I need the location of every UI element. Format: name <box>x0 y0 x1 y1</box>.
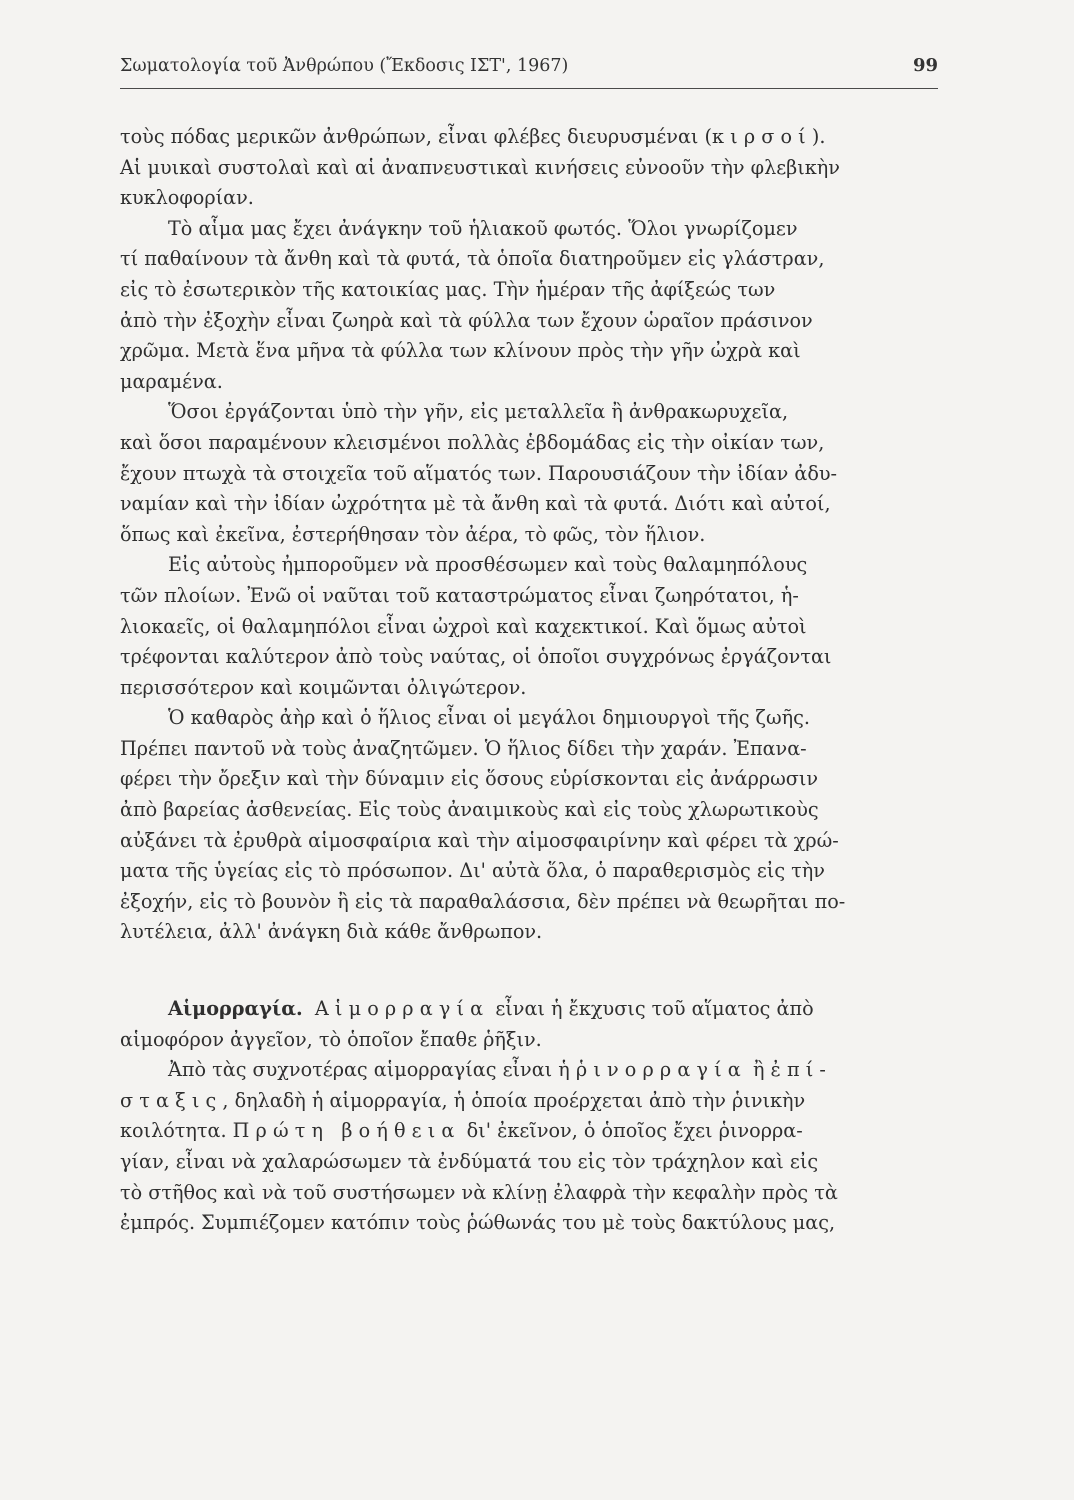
running-header <box>120 55 938 76</box>
spaced-term: σταξις <box>120 1088 223 1112</box>
text-line: χρῶμα. Μετὰ ἕνα μῆνα τὰ φύλλα των κλίνουν πρὸς τὴν γῆν ὠχρὰ καὶ <box>120 339 801 363</box>
text-line: τρέφονται καλύτερον ἀπὸ τοὺς ναύτας, οἱ ὁποῖοι συγχρόνως ἐργάζονται <box>120 645 832 669</box>
section-heading: Αἱμορραγία. <box>168 997 303 1021</box>
text-line: ἀπὸ τὴν ἐξοχὴν εἶναι ζωηρὰ καὶ τὰ φύλλα των ἔχουν ὡραῖον πράσινον <box>120 308 813 332</box>
text-line: τὸ στῆθος καὶ νὰ τοῦ συστήσωμεν νὰ κλίνῃ ἐλαφρὰ τὴν κεφαλὴν πρὸς τὰ <box>120 1180 838 1204</box>
running-title: Σωματολογία τοῦ Ἀνθρώπου (Ἔκδοσις ΙΣΤ', 1967) <box>120 56 569 76</box>
text-line: αὐξάνει τὰ ἐρυθρὰ αἱμοσφαίρια καὶ τὴν αἱμοσφαιρίνην καὶ φέρει τὰ χρώ- <box>120 828 839 852</box>
body-text <box>120 122 942 1239</box>
text-line: Εἰς αὐτοὺς ἠμποροῦμεν νὰ προσθέσωμεν καὶ τοὺς θαλαμηπόλους <box>168 553 808 577</box>
text-line: ἔχουν πτωχὰ τὰ στοιχεῖα τοῦ αἵματός των. Παρουσιάζουν τὴν ἰδίαν ἀδυ- <box>120 461 838 485</box>
text-line: ἐξοχήν, εἰς τὸ βουνὸν ἢ εἰς τὰ παραθαλάσσια, δὲν πρέπει νὰ θεωρῆται πο- <box>120 889 846 913</box>
text-line: τί παθαίνουν τὰ ἄνθη καὶ τὰ φυτά, τὰ ὁποῖα διατηροῦμεν εἰς γλάστραν, <box>120 247 825 271</box>
section-gap <box>120 948 942 994</box>
text-line: λυτέλεια, ἀλλ' ἀνάγκη διὰ κάθε ἄνθρωπον. <box>120 920 543 944</box>
text-line: Πρέπει παντοῦ νὰ τοὺς ἀναζητῶμεν. Ὁ ἥλιος δίδει τὴν χαράν. Ἐπανα- <box>120 736 807 760</box>
text-line: Ἀπὸ τὰς συχνοτέρας αἱμορραγίας εἶναι ἡ ῥινορραγία ἢ ἐπί- <box>168 1058 833 1082</box>
text-line: αἱμοφόρον ἀγγεῖον, τὸ ὁποῖον ἔπαθε ῥῆξιν. <box>120 1027 542 1051</box>
text-line: ἐμπρός. Συμπιέζομεν κατόπιν τοὺς ῥώθωνάς του μὲ τοὺς δακτύλους μας, <box>120 1211 836 1235</box>
spaced-term: Αἱμορραγία <box>314 997 490 1021</box>
spaced-term: ἐπί- <box>770 1058 833 1082</box>
text-line: ὅπως καὶ ἐκεῖνα, ἐστερήθησαν τὸν ἀέρα, τὸ φῶς, τὸν ἥλιον. <box>120 522 706 546</box>
text-line: κυκλοφορίαν. <box>120 186 254 210</box>
section-first-line: Αἱμορραγία. Αἱμορραγία εἶναι ἡ ἔκχυσις τοῦ αἵματος ἀπὸ <box>168 997 814 1021</box>
text-line: λιοκαεῖς, οἱ θαλαμηπόλοι εἶναι ὠχροὶ καὶ καχεκτικοί. Καὶ ὅμως αὐτοὶ <box>120 614 807 638</box>
text-line: σταξις, δηλαδὴ ἡ αἱμορραγία, ἡ ὁποία προέρχεται ἀπὸ τὴν ῥινικὴν <box>120 1088 806 1112</box>
text-line: γίαν, εἶναι νὰ χαλαρώσωμεν τὰ ἐνδύματά του εἰς τὸν τράχηλον καὶ εἰς <box>120 1150 819 1173</box>
text-line: καὶ ὅσοι παραμένουν κλεισμένοι πολλὰς ἑβδομάδας εἰς τὴν οἰκίαν των, <box>120 430 825 454</box>
text-line: φέρει τὴν ὄρεξιν καὶ τὴν δύναμιν εἰς ὅσους εὑρίσκονται εἰς ἀνάρρωσιν <box>120 767 819 791</box>
text-line: ἀπὸ βαρείας ἀσθενείας. Εἰς τοὺς ἀναιμικοὺς καὶ εἰς τοὺς χλωρωτικοὺς <box>120 798 819 822</box>
text-line: τοὺς πόδας μερικῶν ἀνθρώπων, εἶναι φλέβες διευρυσμέναι (κιρσοί). <box>120 125 826 148</box>
text-line: μαραμένα. <box>120 369 223 393</box>
text-line: περισσότερον καὶ κοιμῶνται ὀλιγώτερον. <box>120 675 527 699</box>
spaced-term: ῥινορραγία <box>575 1058 747 1082</box>
text-line: Ὅσοι ἐργάζονται ὑπὸ τὴν γῆν, εἰς μεταλλεῖα ἢ ἀνθρακωρυχεῖα, <box>168 400 789 424</box>
text-line: κοιλότητα. Πρώτη βοήθεια δι' ἐκεῖνον, ὁ ὁποῖος ἔχει ῥινορρα- <box>120 1119 803 1143</box>
text-line: Ὁ καθαρὸς ἀὴρ καὶ ὁ ἥλιος εἶναι οἱ μεγάλοι δημιουργοὶ τῆς ζωῆς. <box>168 706 810 730</box>
text-line: Αἱ μυικαὶ συστολαὶ καὶ αἱ ἀναπνευστικαὶ κινήσεις εὐνοοῦν τὴν φλεβικὴν <box>120 155 840 179</box>
spaced-term: κιρσοί <box>712 125 812 148</box>
page-number: 99 <box>912 55 938 76</box>
header-rule <box>120 88 938 89</box>
spaced-term: Πρώτη βοήθεια <box>232 1119 461 1143</box>
text-line: ναμίαν καὶ τὴν ἰδίαν ὠχρότητα μὲ τὰ ἄνθη καὶ τὰ φυτά. Διότι καὶ αὐτοί, <box>120 492 831 516</box>
text-line: Τὸ αἷμα μας ἔχει ἀνάγκην τοῦ ἡλιακοῦ φωτός. Ὅλοι γνωρίζομεν <box>168 216 798 240</box>
text-line: ματα τῆς ὑγείας εἰς τὸ πρόσωπον. Δι' αὐτὰ ὅλα, ὁ παραθερισμὸς εἰς τὴν <box>120 859 825 883</box>
text-line: εἰς τὸ ἐσωτερικὸν τῆς κατοικίας μας. Τὴν ἡμέραν τῆς ἀφίξεώς των <box>120 277 776 301</box>
text-line: τῶν πλοίων. Ἐνῶ οἱ ναῦται τοῦ καταστρώματος εἶναι ζωηρότατοι, ἡ- <box>120 583 799 607</box>
